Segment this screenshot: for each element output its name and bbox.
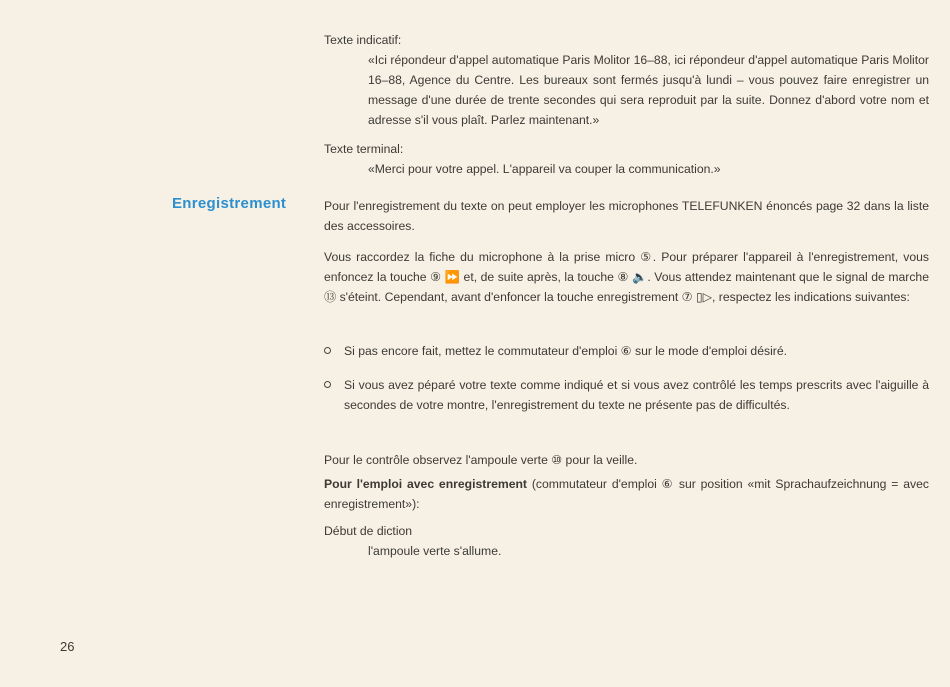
bullet-icon (324, 381, 331, 388)
list-item-text: Si pas encore fait, mettez le commutateur d'emploi ⑥ sur le mode d'emploi désiré. (344, 344, 788, 358)
list-item (324, 341, 929, 361)
connect-paragraph: Vous raccordez la fiche du microphone à la prise micro ⑤. Pour préparer l'appareil à l'enregistrement, vous enfoncez la touche ⑨ ⏩ et, de suite après, la touche ⑧ 🔈. Vous attendez maintenant que le signal de marche ⑬ s'éteint. Cependant, avant d'enfoncer la touche enregistrement ⑦ ▯▷, respectez les indications suivantes: (324, 250, 929, 304)
emploi-rest: (commutateur d'emploi ⑥ sur position «mit Sprachaufzeichnung = avec enregistrement»): (324, 477, 929, 511)
texte-indicatif-block (324, 30, 929, 130)
debut-label: Début de diction (324, 524, 413, 538)
page-number: 26 (60, 639, 75, 654)
bullet-icon (324, 347, 331, 354)
section-intro: Pour l'enregistrement du texte on peut employer les microphones TELEFUNKEN énoncés page 32 dans la liste des accessoires. (324, 199, 929, 233)
texte-indicatif-label: Texte indicatif: (324, 33, 402, 47)
control-paragraph: Pour le contrôle observez l'ampoule verte ⑩ pour la veille. (324, 453, 638, 467)
texte-indicatif-body: «Ici répondeur d'appel automatique Paris Molitor 16–88, ici répondeur d'appel automatique Paris Molitor 16–88, Agence du Centre. Les bureaux sont fermés jusqu'à lundi – vous pouvez faire enregistrer un message d'une durée de trente secondes qui sera reproduit par la suite. Donnez d'abord votre nom et adresse s'il vous plaît. Parlez maintenant.» (368, 53, 929, 127)
debut-body: l'ampoule verte s'allume. (368, 544, 502, 558)
debut-block (324, 521, 929, 561)
texte-terminal-body: «Merci pour votre appel. L'appareil va couper la communication.» (368, 162, 721, 176)
emploi-paragraph (324, 474, 929, 514)
list-item-text: Si vous avez péparé votre texte comme indiqué et si vous avez contrôlé les temps prescrits avec l'aiguille à secondes de votre montre, l'enregistrement du texte ne présente pas de difficultés. (344, 378, 929, 412)
emploi-bold-lead: Pour l'emploi avec enregistrement (324, 477, 527, 491)
list-item (324, 375, 929, 415)
texte-terminal-block (324, 139, 929, 179)
texte-terminal-label: Texte terminal: (324, 142, 404, 156)
section-heading: Enregistrement (172, 195, 287, 212)
